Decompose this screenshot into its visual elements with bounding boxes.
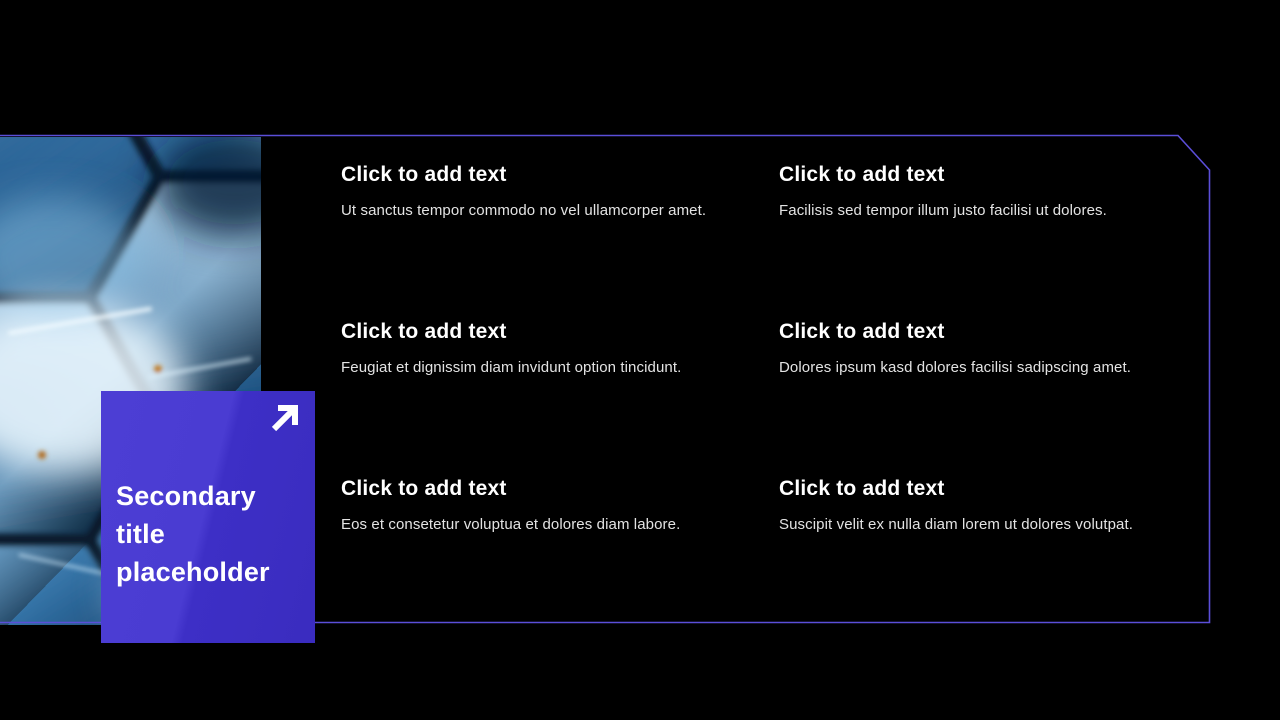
secondary-title: Secondary title placeholder bbox=[116, 481, 270, 587]
placeholder-body: Feugiat et dignissim diam invidunt option tincidunt. bbox=[341, 359, 682, 376]
arrow-up-right-icon bbox=[267, 402, 301, 436]
text-placeholder-4[interactable] bbox=[779, 320, 1209, 378]
placeholder-heading: Click to add text bbox=[341, 320, 507, 343]
text-placeholder-6[interactable] bbox=[779, 477, 1209, 535]
placeholder-heading: Click to add text bbox=[341, 477, 507, 500]
placeholder-heading: Click to add text bbox=[779, 320, 945, 343]
placeholder-body: Eos et consetetur voluptua et dolores diam labore. bbox=[341, 516, 681, 533]
placeholder-heading: Click to add text bbox=[779, 477, 945, 500]
placeholder-body: Suscipit velit ex nulla diam lorem ut dolores volutpat. bbox=[779, 516, 1134, 533]
placeholder-body: Facilisis sed tempor illum justo facilisi ut dolores. bbox=[779, 202, 1107, 219]
text-placeholder-2[interactable] bbox=[779, 163, 1209, 221]
secondary-title-card[interactable] bbox=[101, 391, 315, 643]
text-placeholder-3[interactable] bbox=[341, 320, 771, 378]
text-placeholder-1[interactable] bbox=[341, 163, 771, 221]
placeholder-body: Ut sanctus tempor commodo no vel ullamcorper amet. bbox=[341, 202, 707, 219]
placeholder-heading: Click to add text bbox=[341, 163, 507, 186]
placeholder-body: Dolores ipsum kasd dolores facilisi sadipscing amet. bbox=[779, 359, 1132, 376]
text-placeholder-5[interactable] bbox=[341, 477, 771, 535]
placeholder-heading: Click to add text bbox=[779, 163, 945, 186]
